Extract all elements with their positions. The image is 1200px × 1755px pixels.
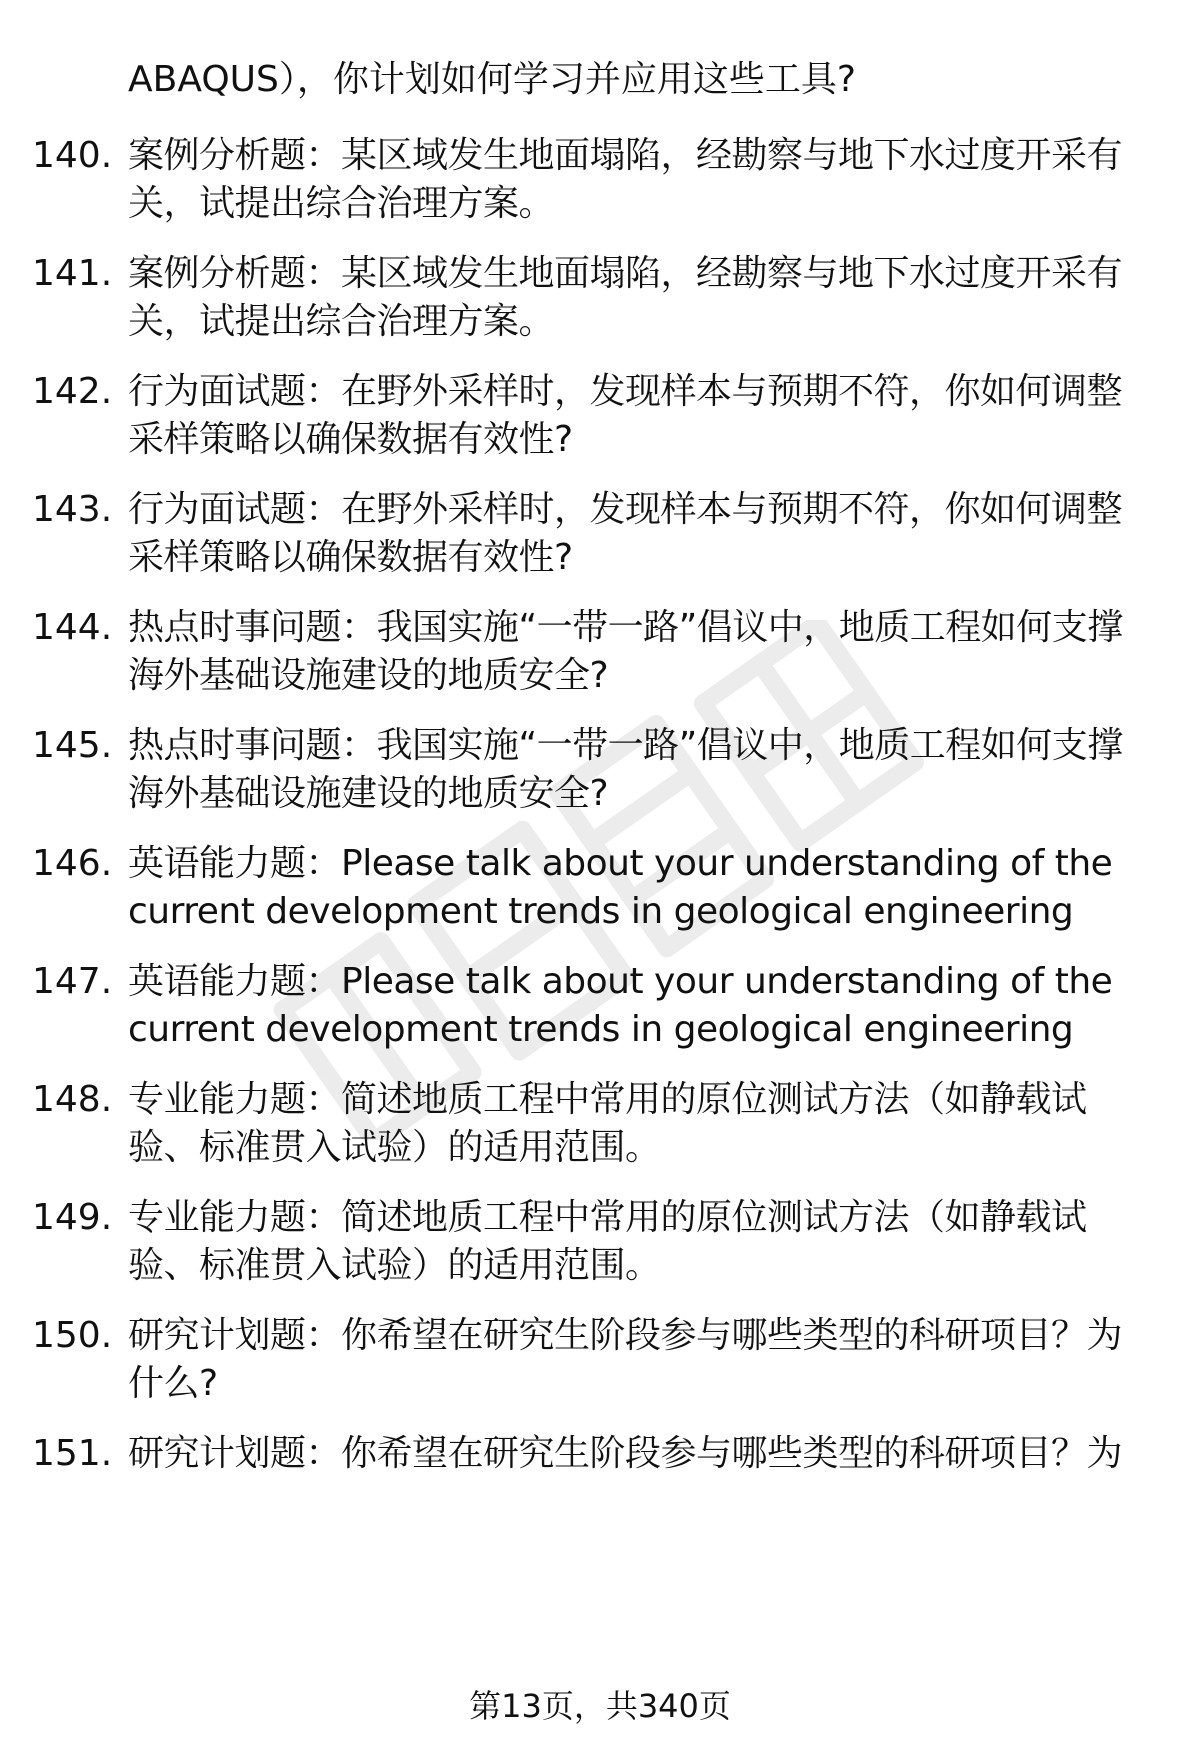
question-item [32,250,1152,346]
question-item [32,486,1152,582]
question-item [32,604,1152,700]
page-footer: 第13页，共340页 [469,1687,731,1725]
question-text: 英语能力题：Please talk about your understanding of the current development trends in geological engineering [128,961,1113,1050]
question-item [32,958,1152,1054]
question-number: 142. [32,371,113,412]
question-text: 专业能力题：简述地质工程中常用的原位测试方法（如静载试验、标准贯入试验）的适用范围。 [128,1197,1087,1286]
question-text: 热点时事问题：我国实施“一带一路”倡议中，地质工程如何支撑海外基础设施建设的地质安全? [128,725,1123,814]
question-text: 热点时事问题：我国实施“一带一路”倡议中，地质工程如何支撑海外基础设施建设的地质安全? [128,607,1123,696]
question-text: 案例分析题：某区域发生地面塌陷，经勘察与地下水过度开采有关，试提出综合治理方案。 [128,135,1123,224]
question-text: 专业能力题：简述地质工程中常用的原位测试方法（如静载试验、标准贯入试验）的适用范围。 [128,1079,1087,1168]
question-text: 行为面试题：在野外采样时，发现样本与预期不符，你如何调整采样策略以确保数据有效性? [128,489,1123,578]
question-text: 英语能力题：Please talk about your understanding of the current development trends in geological engineering [128,843,1113,932]
question-number: 141. [32,253,113,294]
question-number: 148. [32,1079,113,1120]
question-number: 140. [32,135,113,176]
question-item [32,1312,1152,1408]
question-text: 行为面试题：在野外采样时，发现样本与预期不符，你如何调整采样策略以确保数据有效性? [128,371,1123,460]
question-text: 研究计划题：你希望在研究生阶段参与哪些类型的科研项目？为 [128,1433,1123,1474]
question-number: 147. [32,961,113,1002]
question-item [32,132,1152,228]
question-number: 144. [32,607,113,648]
question-item [32,368,1152,464]
question-number: 145. [32,725,113,766]
question-number: 150. [32,1315,113,1356]
question-item [32,722,1152,818]
question-item [32,1430,1152,1478]
question-item [32,1194,1152,1290]
question-text: 案例分析题：某区域发生地面塌陷，经勘察与地下水过度开采有关，试提出综合治理方案。 [128,253,1123,342]
question-number: 146. [32,843,113,884]
question-number: 151. [32,1433,113,1474]
question-item [32,840,1152,936]
continuation-text: ABAQUS），你计划如何学习并应用这些工具? [128,59,856,100]
question-number: 149. [32,1197,113,1238]
question-number: 143. [32,489,113,530]
question-text: 研究计划题：你希望在研究生阶段参与哪些类型的科研项目？为什么? [128,1315,1123,1404]
question-item [32,1076,1152,1172]
